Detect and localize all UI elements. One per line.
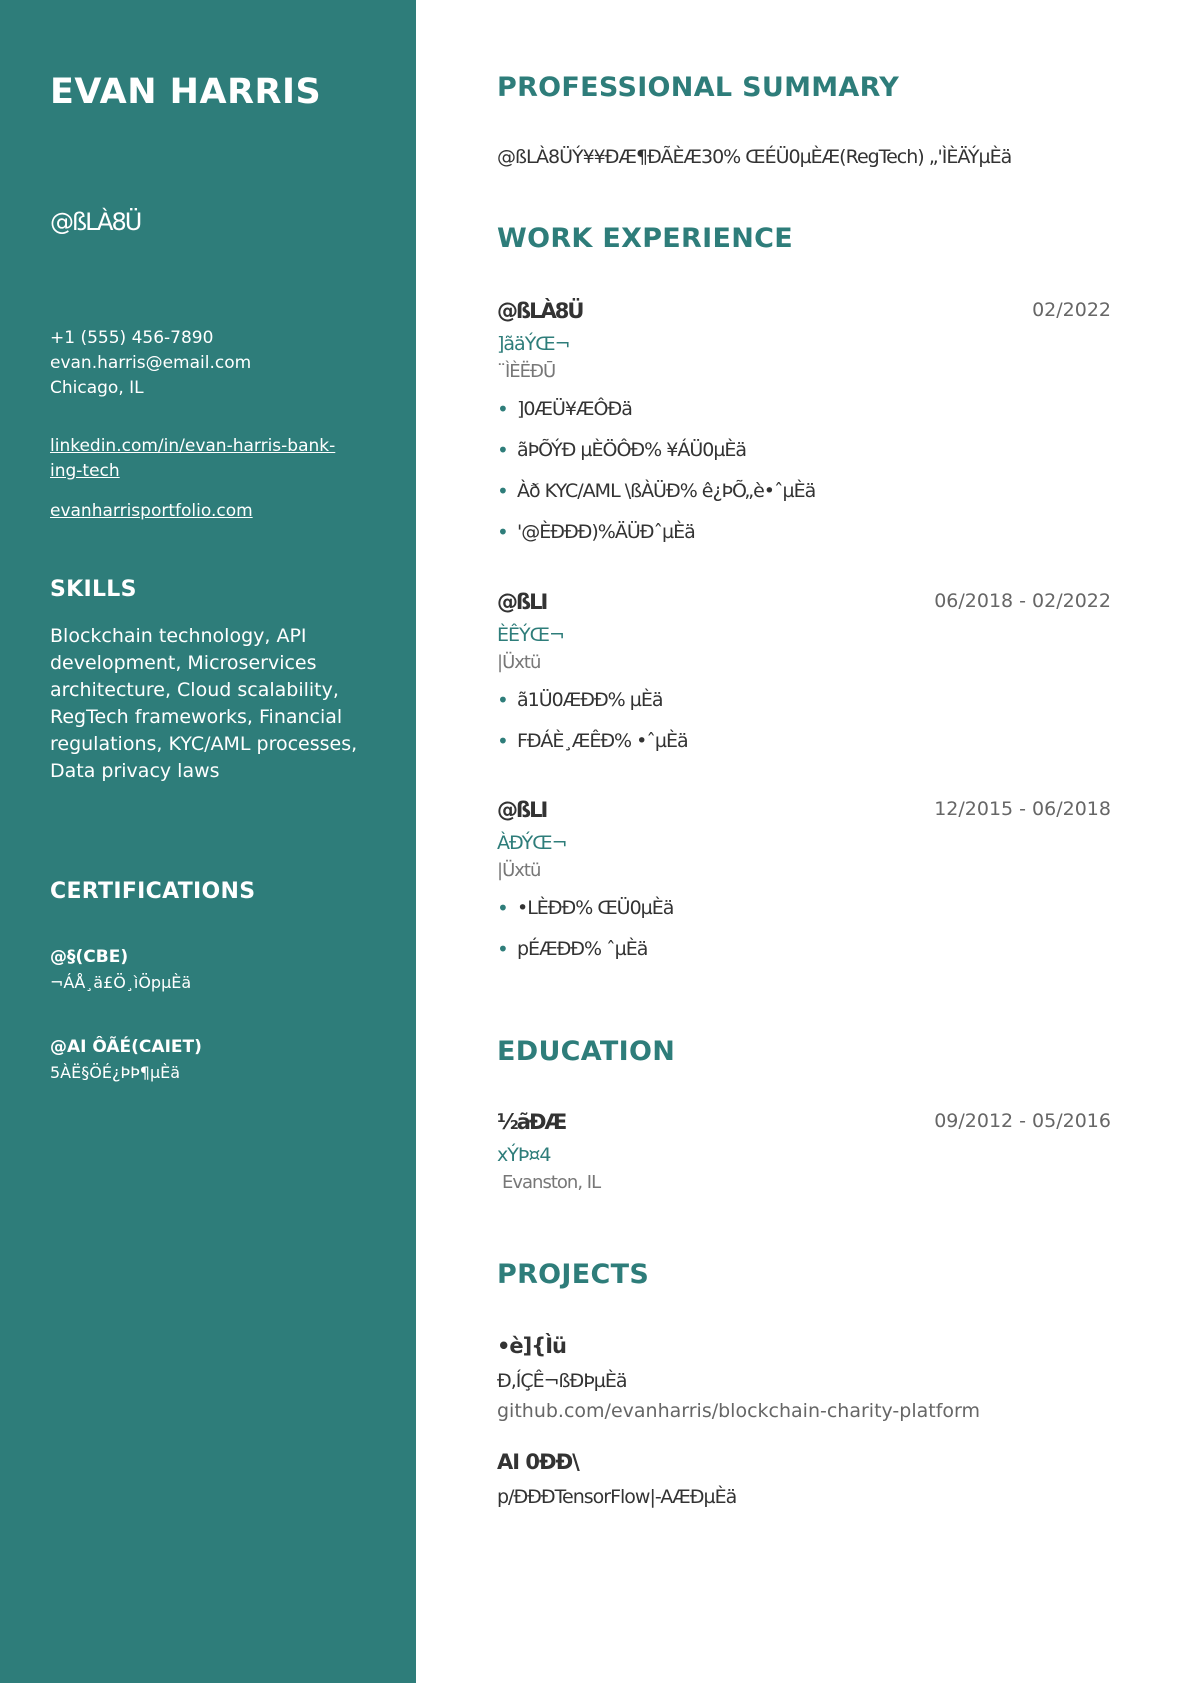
certification-subtitle: 5ÀË§ÖÉ¿ÞÞ¶µÈä xyxy=(50,1063,181,1082)
job-location: |Üxtü xyxy=(497,652,541,673)
project-entry xyxy=(497,1450,1111,1508)
job-bullets xyxy=(497,396,1111,560)
education-location: Evanston, IL xyxy=(502,1172,601,1193)
education-date: 09/2012 - 05/2016 xyxy=(934,1110,1111,1132)
phone: +1 (555) 456-7890 xyxy=(50,328,214,348)
job-location: ¨ÌÈËÐŪ xyxy=(497,361,556,382)
candidate-title: @ßLÀ8Ü xyxy=(50,208,141,236)
location: Chicago, IL xyxy=(50,378,144,398)
job-bullet: • '@ÈÐÐÐ)%ÄÜÐˆµÈä xyxy=(497,519,1111,560)
projects-heading: PROJECTS xyxy=(497,1259,650,1290)
portfolio-link[interactable]: evanharrisportfolio.com xyxy=(50,501,253,521)
job-bullets xyxy=(497,895,1111,977)
certifications-heading: CERTIFICATIONS xyxy=(50,879,256,904)
skills-text: Blockchain technology, API development, Microservices architecture, Cloud scalability, RegTech frameworks, Financial regulations, KYC/AML processes, Data privacy laws xyxy=(50,625,358,782)
job-bullet: • ]0ÆÜ¥ÆÔÐä xyxy=(497,396,1111,437)
job-date: 06/2018 - 02/2022 xyxy=(934,590,1111,612)
education-entry xyxy=(497,1110,1111,1193)
job-bullet: • •LÈÐÐ% ŒÜ0µÈä xyxy=(497,895,1111,936)
project-title: AI 0ÐÐ\ xyxy=(497,1450,579,1474)
job-entry xyxy=(497,798,1111,977)
linkedin-link[interactable]: linkedin.com/in/evan-harris-bank-ing-tech xyxy=(50,436,336,481)
certification-title: @§(CBE) xyxy=(50,947,129,967)
job-company: ]ãäÝŒ¬ xyxy=(497,333,570,355)
sidebar xyxy=(0,0,416,1683)
job-bullet: • pÉÆÐÐ% ˆµÈä xyxy=(497,936,1111,977)
job-company: ÀÐÝŒ¬ xyxy=(497,832,567,854)
education-heading: EDUCATION xyxy=(497,1036,676,1067)
job-bullets xyxy=(497,687,1111,769)
job-bullet: • FÐÁÈ¸ÆÊÐ% •ˆµÈä xyxy=(497,728,1111,769)
job-date: 12/2015 - 06/2018 xyxy=(934,798,1111,820)
certification-title: @AI ÔÃÉ(CAIET) xyxy=(50,1037,202,1057)
job-date: 02/2022 xyxy=(1032,299,1111,321)
candidate-name: EVAN HARRIS xyxy=(50,72,322,112)
job-title: @ßLI xyxy=(497,798,547,822)
job-bullet: • ãÞÕÝÐ µÈÖÔÐ% ¥ÁÜ0µÈä xyxy=(497,437,1111,478)
job-entry xyxy=(497,590,1111,769)
job-title: @ßLÀ8Ü xyxy=(497,299,583,323)
job-title: @ßLI xyxy=(497,590,547,614)
job-location: |Üxtü xyxy=(497,860,541,881)
contact-info xyxy=(50,326,251,401)
job-company: ÈÊÝŒ¬ xyxy=(497,624,564,646)
project-description: p/ÐÐÐTensorFlow|-AÆÐµÈä xyxy=(497,1486,737,1508)
summary-text: @ßLÀ8ÜÝ¥¥ÐÆ¶ÐÃÈÆ30% ŒÉÜ0µÈÆ(RegTech) „'ÌÈÄÝµÈä xyxy=(497,146,1012,168)
project-description: Ð,ÍÇÊ¬ßÐÞµÈä xyxy=(497,1370,627,1392)
job-bullet: • ã1Ü0ÆÐÐ% µÈä xyxy=(497,687,1111,728)
certification-item xyxy=(50,947,191,992)
project-link[interactable]: github.com/evanharris/blockchain-charity-platform xyxy=(497,1400,981,1422)
email: evan.harris@email.com xyxy=(50,353,252,373)
experience-heading: WORK EXPERIENCE xyxy=(497,223,793,254)
project-entry xyxy=(497,1334,1111,1422)
job-bullet: • Àð KYC/AML \ßÀÜÐ% ê¿ÞÕ„è•ˆµÈä xyxy=(497,478,1111,519)
skills-heading: SKILLS xyxy=(50,577,137,602)
education-school: xÝÞ¤4 xyxy=(497,1144,551,1166)
project-title: •è]{Ìü xyxy=(497,1334,566,1358)
job-entry xyxy=(497,299,1111,560)
certification-item xyxy=(50,1037,202,1082)
education-degree: ½ãÐÆ xyxy=(497,1110,566,1134)
certification-subtitle: ¬ÁÅ¸ä£Ö¸ìÖpµÈä xyxy=(50,973,192,992)
summary-heading: PROFESSIONAL SUMMARY xyxy=(497,72,900,103)
